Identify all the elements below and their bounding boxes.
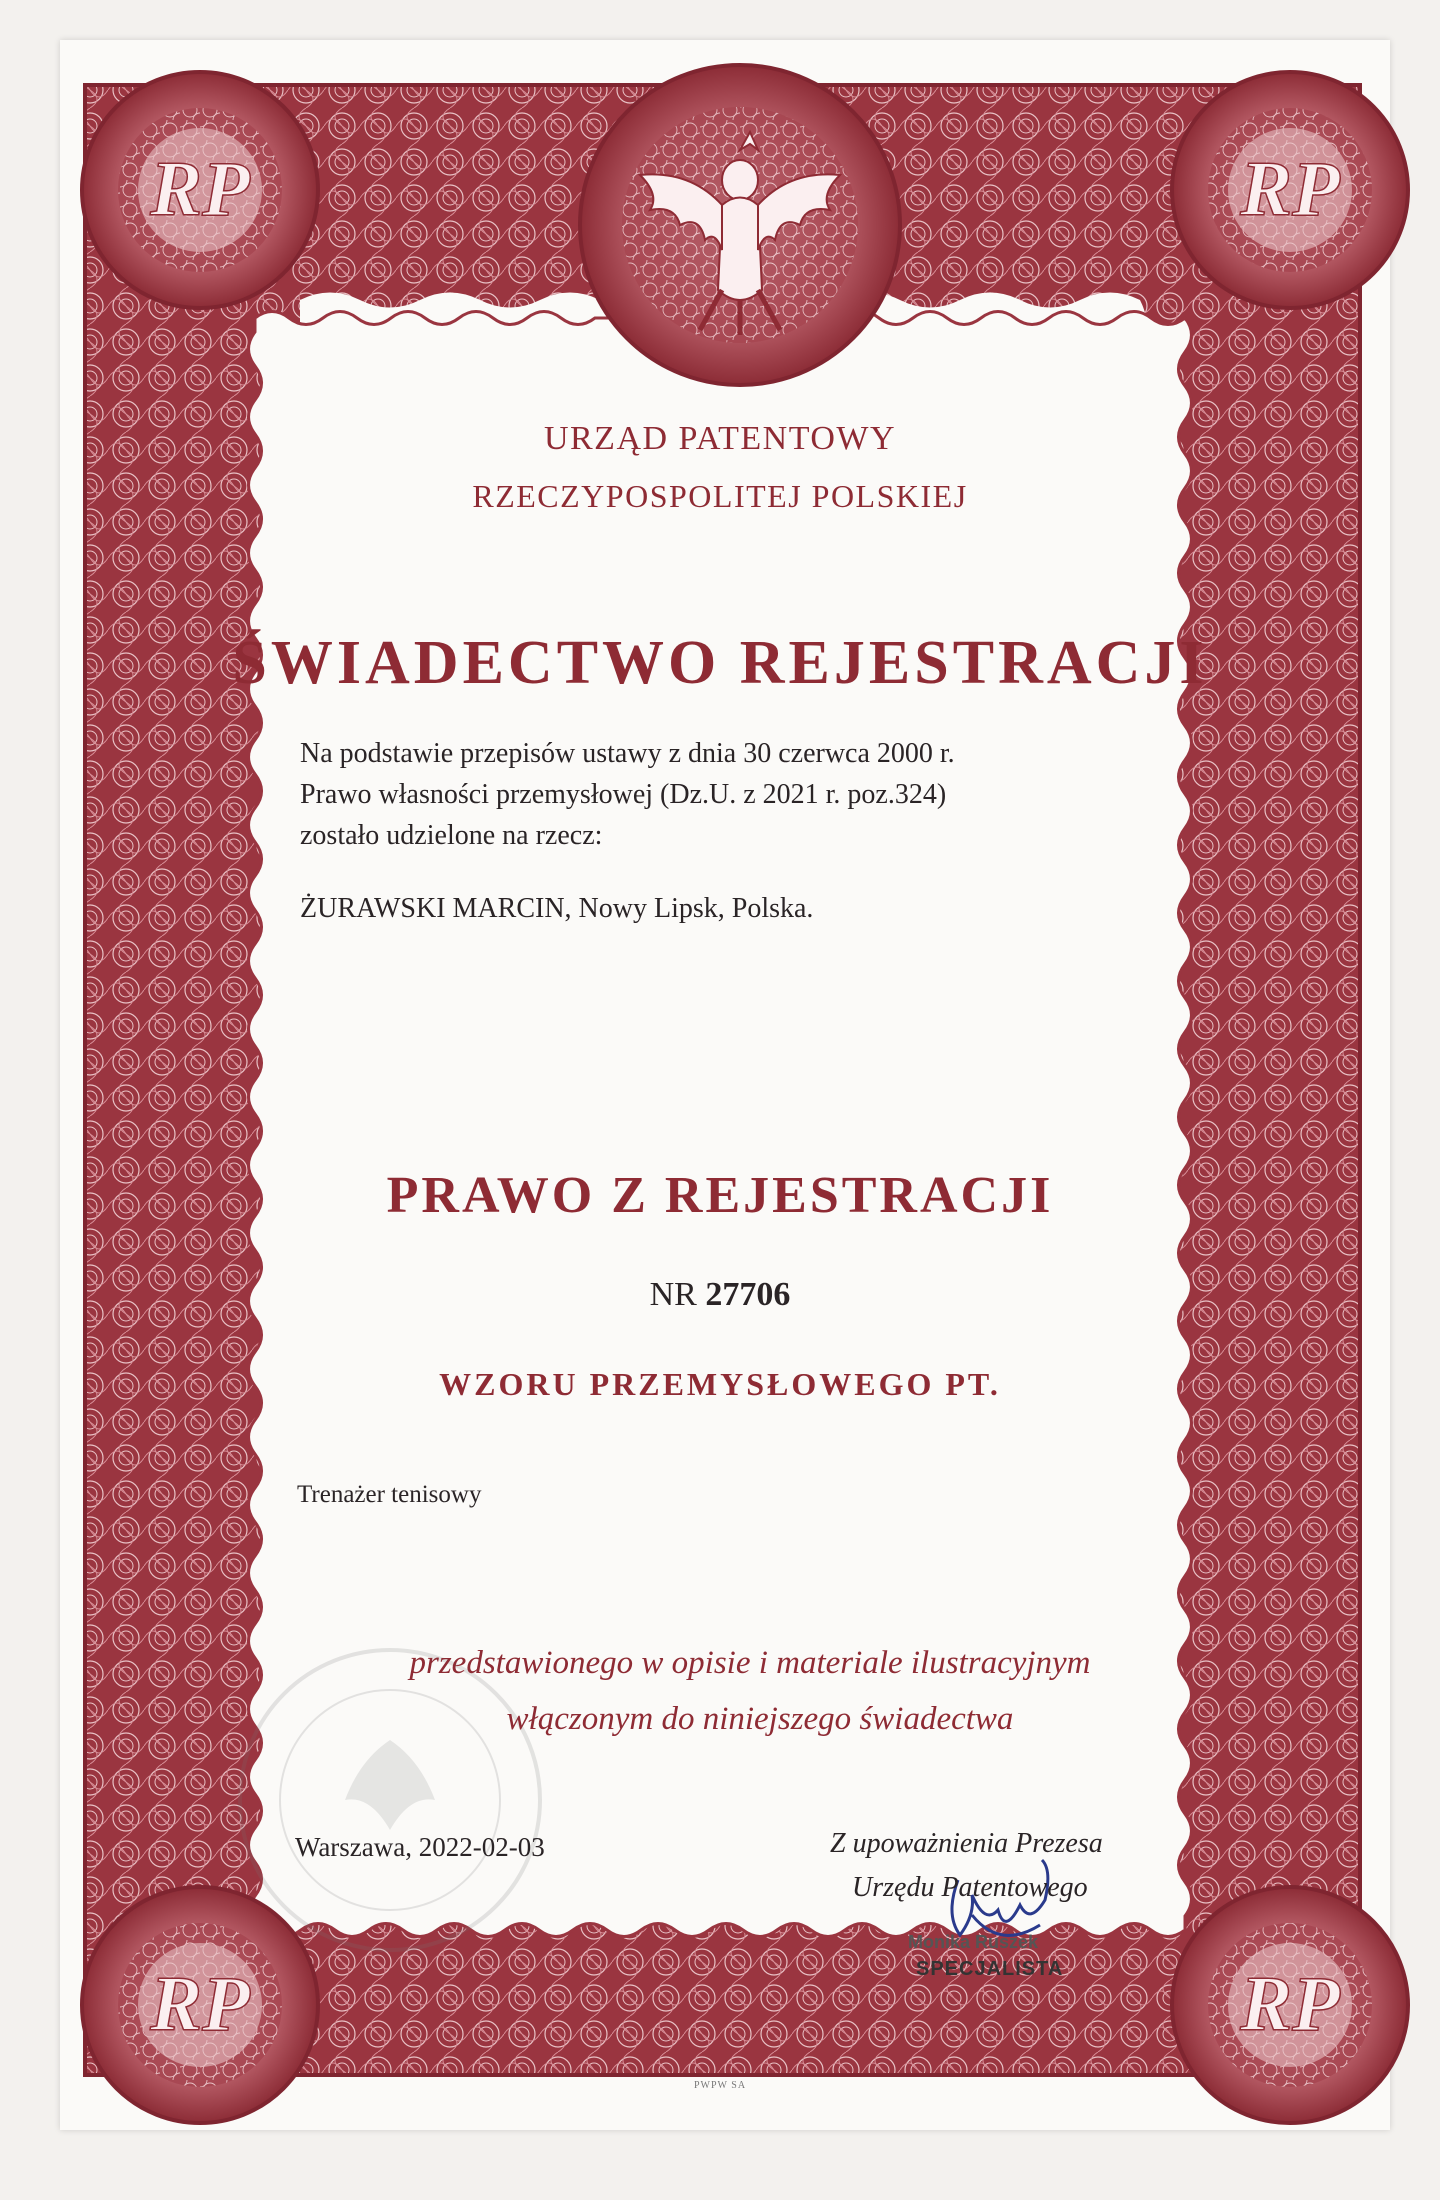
eagle-emblem bbox=[580, 65, 900, 385]
number-value: 27706 bbox=[705, 1276, 791, 1313]
registration-number bbox=[0, 1276, 1440, 1314]
office-name-line-1: URZĄD PATENTOWY bbox=[543, 420, 897, 457]
svg-text:RP: RP bbox=[150, 145, 250, 232]
office-name-line-2: RZECZYPOSPOLITEJ POLSKIEJ bbox=[472, 478, 968, 514]
svg-text:RP: RP bbox=[150, 1960, 250, 2047]
description-line-1: przedstawionego w opisie i materiale ilustracyjnym bbox=[409, 1645, 1091, 1681]
design-type: WZORU PRZEMYSŁOWEGO PT. bbox=[439, 1366, 1001, 1402]
authorization-line-2: Urzędu Patentowego bbox=[852, 1872, 1088, 1903]
right-title: PRAWO Z REJESTRACJI bbox=[386, 1167, 1054, 1224]
design-name: Trenażer tenisowy bbox=[297, 1481, 482, 1508]
number-prefix: NR bbox=[649, 1276, 697, 1313]
place-and-date: Warszawa, 2022-02-03 bbox=[295, 1832, 545, 1862]
legal-basis-line-3: zostało udzielone na rzecz: bbox=[300, 820, 603, 851]
stamp-role: SPECJALISTA bbox=[916, 1958, 1064, 1980]
svg-text:RP: RP bbox=[1240, 1960, 1340, 2047]
svg-text:RP: RP bbox=[1240, 145, 1340, 232]
frame-inner-edge bbox=[249, 312, 1192, 1937]
printer-mark: PWPW SA bbox=[693, 2080, 747, 2091]
legal-basis-line-1: Na podstawie przepisów ustawy z dnia 30 czerwca 2000 r. bbox=[300, 738, 955, 769]
legal-basis-line-2: Prawo własności przemysłowej (Dz.U. z 2021 r. poz.324) bbox=[300, 779, 947, 810]
authorization-line-1: Z upoważnienia Prezesa bbox=[830, 1828, 1103, 1859]
right-holder: ŻURAWSKI MARCIN, Nowy Lipsk, Polska. bbox=[300, 893, 814, 924]
stamp-name: Monika Ruszek bbox=[908, 1932, 1039, 1952]
corner-rosette-top-right bbox=[1172, 72, 1408, 308]
corner-rosette-top-left bbox=[82, 72, 318, 308]
description-line-2: włączonym do niniejszego świadectwa bbox=[506, 1701, 1014, 1737]
certificate-title: ŚWIADECTWO REJESTRACJI bbox=[232, 629, 1208, 697]
